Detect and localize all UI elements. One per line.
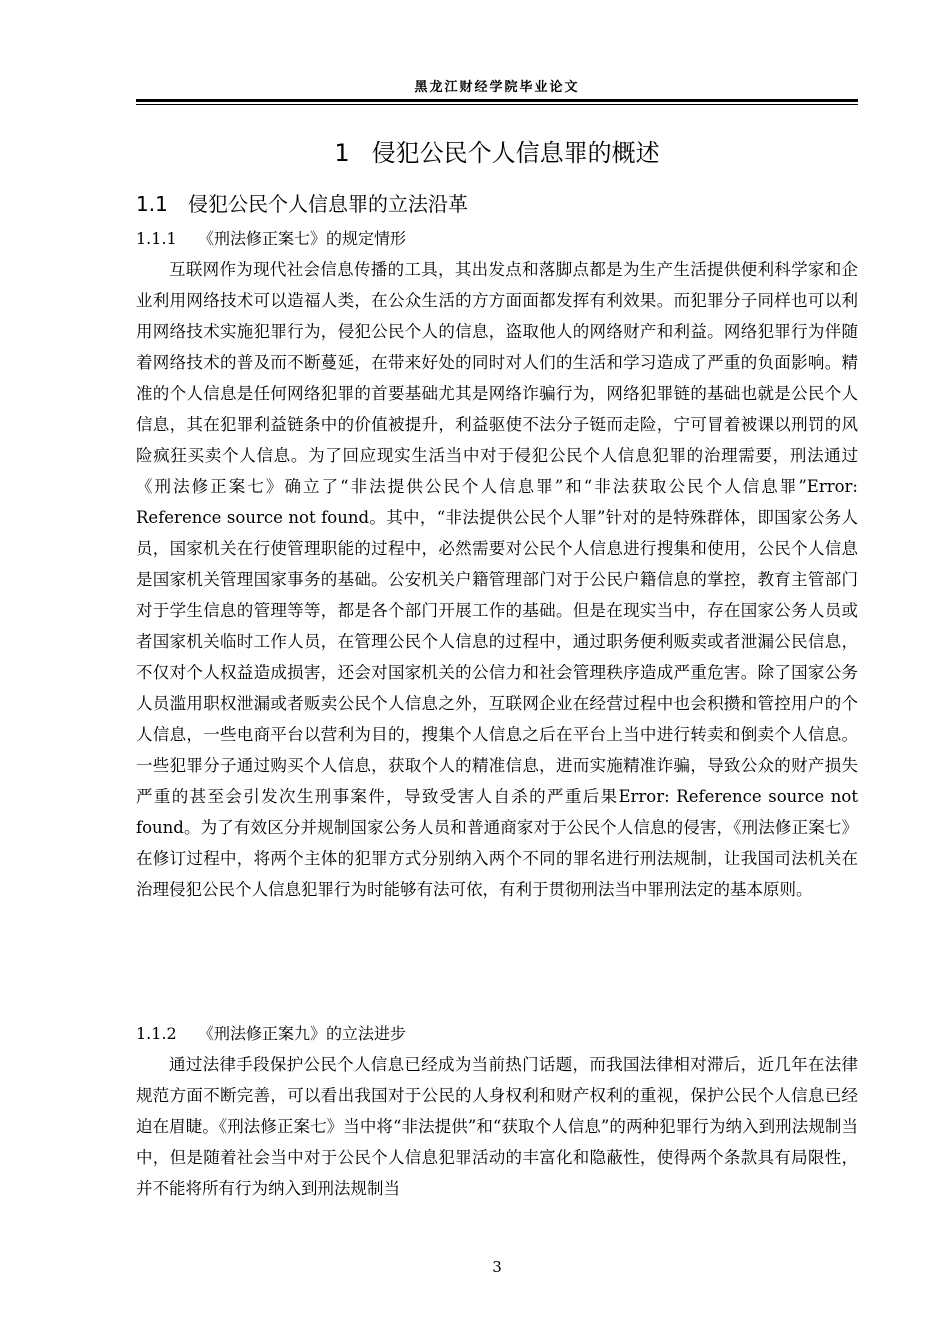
subsection-number: 1.1.1 [136, 229, 177, 248]
body-paragraph-1: 互联网作为现代社会信息传播的工具，其出发点和落脚点都是为生产生活提供便利科学家和企业利用网络技术可以造福人类，在公众生活的方方面面都发挥有利效果。而犯罪分子同样也可以利用网络技术实施犯罪行为，侵犯公民个人的信息，盗取他人的网络财产和利益。网络犯罪行为伴随着网络技术的普及而不断蔓延，在带来好处的同时对人们的生活和学习造成了严重的负面影响。精准的个人信息是任何网络犯罪的首要基础尤其是网络诈骗行为，网络犯罪链的基础也就是公民个人信息，其在犯罪利益链条中的价值被提升，利益驱使不法分子铤而走险，宁可冒着被课以刑罚的风险疯狂买卖个人信息。为了回应现实生活当中对于侵犯公民个人信息犯罪的治理需要，刑法通过《刑法修正案七》确立了“非法提供公民个人信息罪”和“非法获取公民个人信息罪”Error: Reference source not found。其中，“非法提供公民个人罪”针对的是特殊群体，即国家公务人员，国家机关在行使管理职能的过程中，必然需要对公民个人信息进行搜集和使用，公民个人信息是国家机关管理国家事务的基础。公安机关户籍管理部门对于公民户籍信息的掌控，教育主管部门对于学生信息的管理等等，都是各个部门开展工作的基础。但是在现实当中，存在国家公务人员或者国家机关临时工作人员，在管理公民个人信息的过程中，通过职务便利贩卖或者泄漏公民信息，不仅对个人权益造成损害，还会对国家机关的公信力和社会管理秩序造成严重危害。除了国家公务人员滥用职权泄漏或者贩卖公民个人信息之外，互联网企业在经营过程中也会积攒和管控用户的个人信息，一些电商平台以营利为目的，搜集个人信息之后在平台上当中进行转卖和倒卖个人信息。一些犯罪分子通过购买个人信息，获取个人的精准信息，进而实施精准诈骗，导致公众的财产损失严重的甚至会引发次生刑事案件，导致受害人自杀的严重后果Error: Reference source not found。为了有效区分并规制国家公务人员和普通商家对于公民个人信息的侵害，《刑法修正案七》在修订过程中，将两个主体的犯罪方式分别纳入两个不同的罪名进行刑法规制，让我国司法机关在治理侵犯公民个人信息犯罪行为时能够有法可依，有利于贯彻刑法当中罪刑法定的基本原则。 [136, 260, 858, 899]
header-rule-thin [136, 104, 858, 105]
chapter-heading [136, 133, 858, 168]
section-number: 1.1 [136, 192, 168, 216]
subsection-heading-1-1-1 [136, 226, 858, 249]
body-paragraph-2: 通过法律手段保护公民个人信息已经成为当前热门话题，而我国法律相对滞后，近几年在法律规范方面不断完善，可以看出我国对于公民的人身权利和财产权利的重视，保护公民个人信息已经迫在眉睫。《刑法修正案七》当中将“非法提供”和“获取个人信息”的两种犯罪行为纳入到刑法规制当中，但是随着社会当中对于公民个人信息犯罪活动的丰富化和隐蔽性，使得两个条款具有局限性，并不能将所有行为纳入到刑法规制当 [136, 1055, 858, 1198]
subsection-title: 《刑法修正案九》的立法进步 [198, 1024, 407, 1043]
subsection-title: 《刑法修正案七》的规定情形 [198, 229, 407, 248]
section-title: 侵犯公民个人信息罪的立法沿革 [188, 192, 468, 216]
header-rule-thick [136, 99, 858, 102]
section-heading-1-1 [136, 188, 858, 217]
subsection-number: 1.1.2 [136, 1024, 177, 1043]
page-number: 3 [492, 1258, 502, 1276]
subsection-heading-1-1-2 [136, 1021, 858, 1044]
chapter-title: 侵犯公民个人信息罪的概述 [371, 139, 660, 167]
running-header: 黑龙江财经学院毕业论文 [414, 80, 580, 95]
chapter-number: 1 [334, 139, 350, 167]
